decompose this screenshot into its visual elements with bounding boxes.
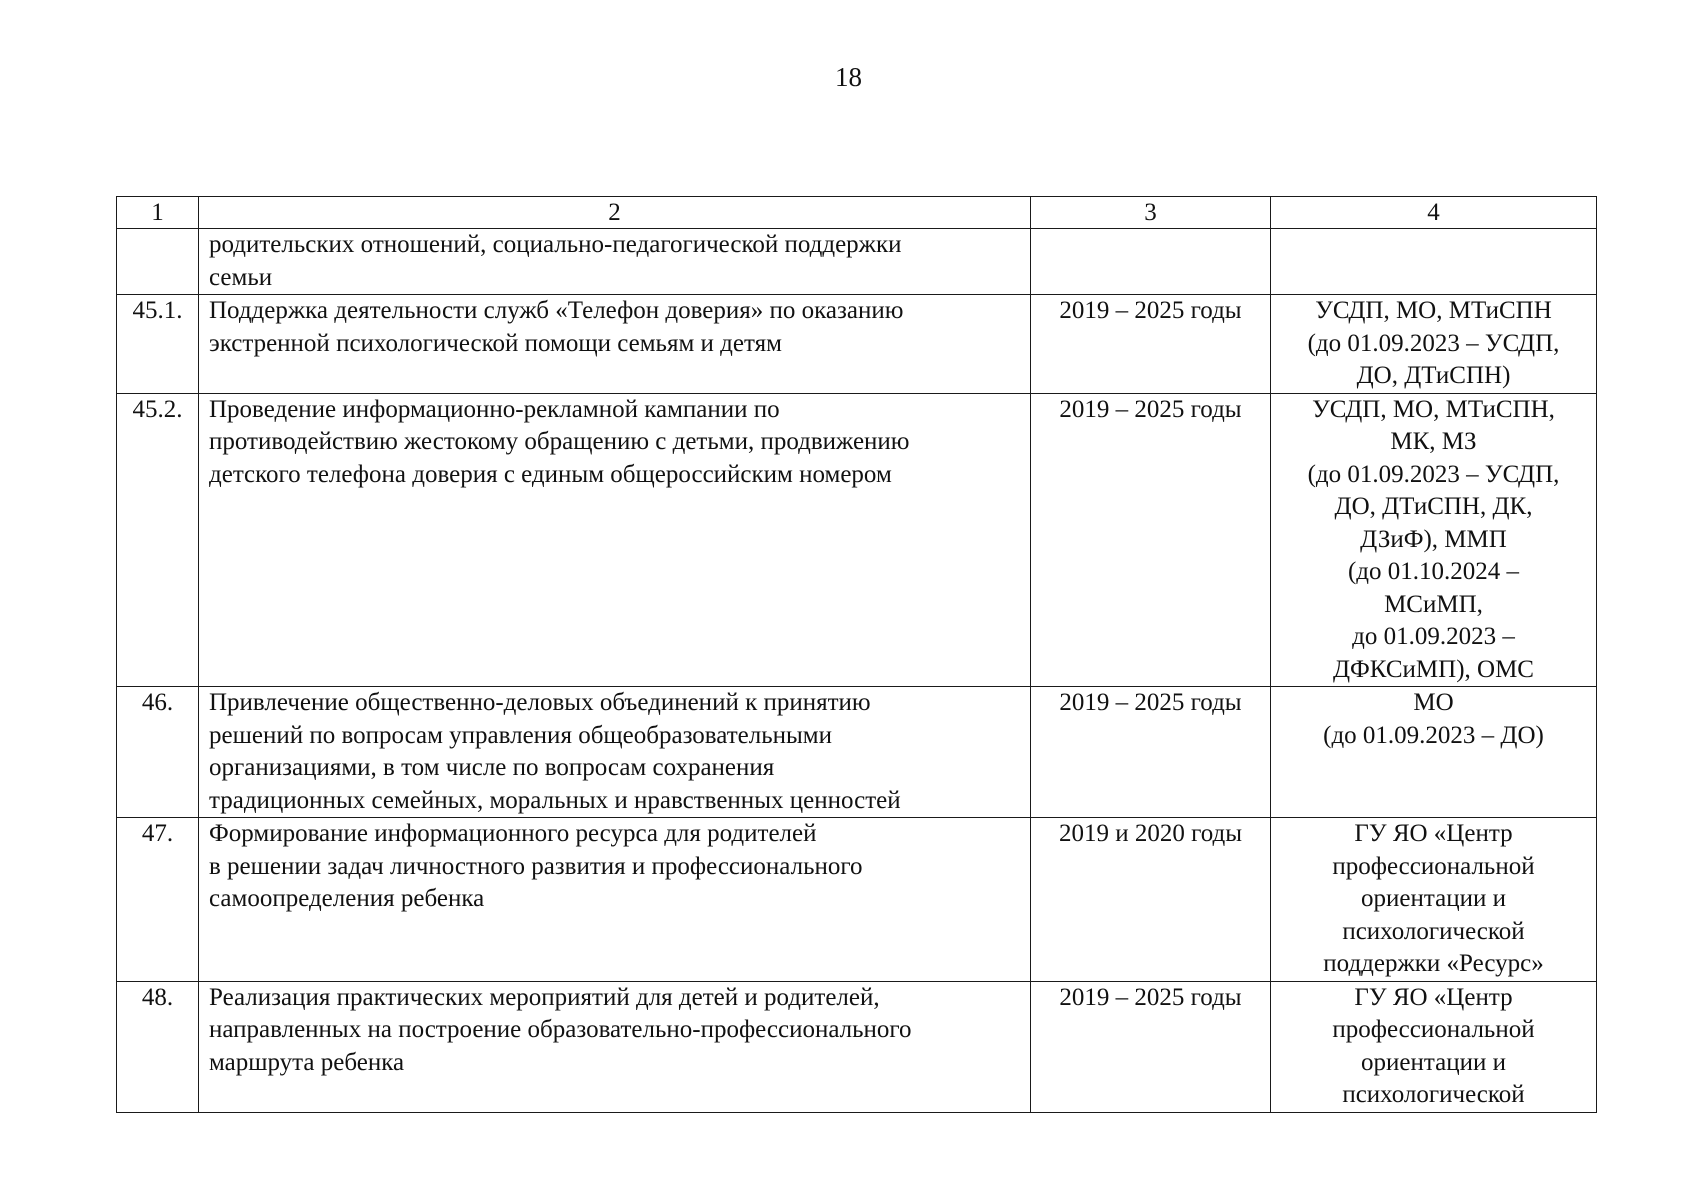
executor-line: ДО, ДТиСПН) [1356, 362, 1511, 389]
table-row [117, 229, 1597, 295]
executors [1271, 818, 1597, 982]
period: 2019 – 2025 годы [1031, 981, 1271, 1112]
period: 2019 и 2020 годы [1031, 818, 1271, 982]
period: 2019 – 2025 годы [1031, 295, 1271, 394]
measure-name-line: противодействию жестокому обращению с детьми, продвижению [209, 428, 910, 455]
executor-line: УСДП, МО, МТиСПН [1315, 297, 1552, 324]
executor-line: ориентации и [1361, 1048, 1506, 1076]
measure-name-line: традиционных семейных, моральных и нравственных ценностей [209, 786, 901, 814]
row-number [117, 229, 199, 295]
executor-line: ДО, ДТиСПН, ДК, [1334, 493, 1533, 520]
executor-line: УСДП, МО, МТиСПН, [1312, 395, 1555, 423]
measure-name-line: детского телефона доверия с единым общероссийским номером [209, 460, 892, 488]
measure-name-line: самоопределения ребенка [209, 885, 485, 912]
table-row [117, 981, 1597, 1112]
table-row [117, 687, 1597, 818]
row-number: 45.1. [117, 295, 199, 394]
executor-line: МК, МЗ [1390, 428, 1477, 455]
period: 2019 – 2025 годы [1031, 687, 1271, 818]
page-number: 18 [835, 62, 862, 92]
measure-name [199, 981, 1031, 1112]
column-header-number: 1 [117, 197, 199, 229]
executor-line: до 01.09.2023 – [1352, 623, 1515, 650]
measure-name-line: маршрута ребенка [209, 1048, 405, 1076]
measure-name-line: Привлечение общественно-деловых объединений к принятию [209, 689, 871, 716]
table-row [117, 295, 1597, 394]
executor-line: (до 01.10.2024 – [1347, 558, 1520, 585]
period [1031, 229, 1271, 295]
measure-name-line: семьи [209, 263, 273, 291]
executor-line: ориентации и [1361, 885, 1506, 912]
measure-name-line: Поддержка деятельности служб «Телефон доверия» по оказанию [209, 297, 904, 324]
executors [1271, 295, 1597, 394]
column-header-period: 3 [1031, 197, 1271, 229]
executor-line: ГУ ЯО «Центр [1354, 983, 1513, 1011]
executor-line: поддержки «Ресурс» [1323, 950, 1544, 977]
measure-name [199, 687, 1031, 818]
executor-line: ДФКСиМП), ОМС [1333, 655, 1534, 683]
measure-name-line: в решении задач личностного развития и профессионального [209, 852, 863, 880]
executor-line: ДЗиФ), ММП [1360, 525, 1507, 553]
measure-name [199, 393, 1031, 687]
row-number: 46. [117, 687, 199, 818]
executor-line: ГУ ЯО «Центр [1354, 820, 1513, 847]
period: 2019 – 2025 годы [1031, 393, 1271, 687]
column-header-measure: 2 [199, 197, 1031, 229]
measure-name [199, 229, 1031, 295]
measure-name-line: организациями, в том числе по вопросам сохранения [209, 754, 775, 781]
table-body [117, 229, 1597, 1113]
executor-line: профессиональной [1332, 1016, 1535, 1043]
row-number: 45.2. [117, 393, 199, 687]
measure-name [199, 295, 1031, 394]
executor-line: психологической [1342, 917, 1525, 945]
executor-line: профессиональной [1332, 852, 1535, 880]
table-row [117, 393, 1597, 687]
measure-name-line: Реализация практических мероприятий для детей и родителей, [209, 983, 880, 1011]
measure-name-line: Формирование информационного ресурса для родителей [209, 820, 817, 847]
measure-name [199, 818, 1031, 982]
measure-name-line: направленных на построение образовательно-профессионального [209, 1016, 912, 1043]
column-header-executors: 4 [1271, 197, 1597, 229]
executors [1271, 393, 1597, 687]
measure-name-line: Проведение информационно-рекламной кампании по [209, 395, 780, 423]
executor-line: (до 01.09.2023 – УСДП, [1307, 329, 1560, 357]
table-header-row [117, 197, 1597, 229]
table-row [117, 818, 1597, 982]
row-number: 47. [117, 818, 199, 982]
executor-line: МО [1413, 689, 1454, 716]
executors [1271, 687, 1597, 818]
measure-name-line: экстренной психологической помощи семьям и детям [209, 329, 782, 357]
executor-line: (до 01.09.2023 – ДО) [1323, 721, 1544, 749]
executors [1271, 229, 1597, 295]
row-number: 48. [117, 981, 199, 1112]
measures-table [116, 196, 1597, 1113]
executor-line: МСиМП, [1384, 590, 1483, 618]
executor-line: психологической [1342, 1081, 1525, 1108]
executor-line: (до 01.09.2023 – УСДП, [1307, 460, 1560, 488]
measure-name-line: родительских отношений, социально-педагогической поддержки [209, 231, 902, 258]
measure-name-line: решений по вопросам управления общеобразовательными [209, 721, 832, 749]
executors [1271, 981, 1597, 1112]
